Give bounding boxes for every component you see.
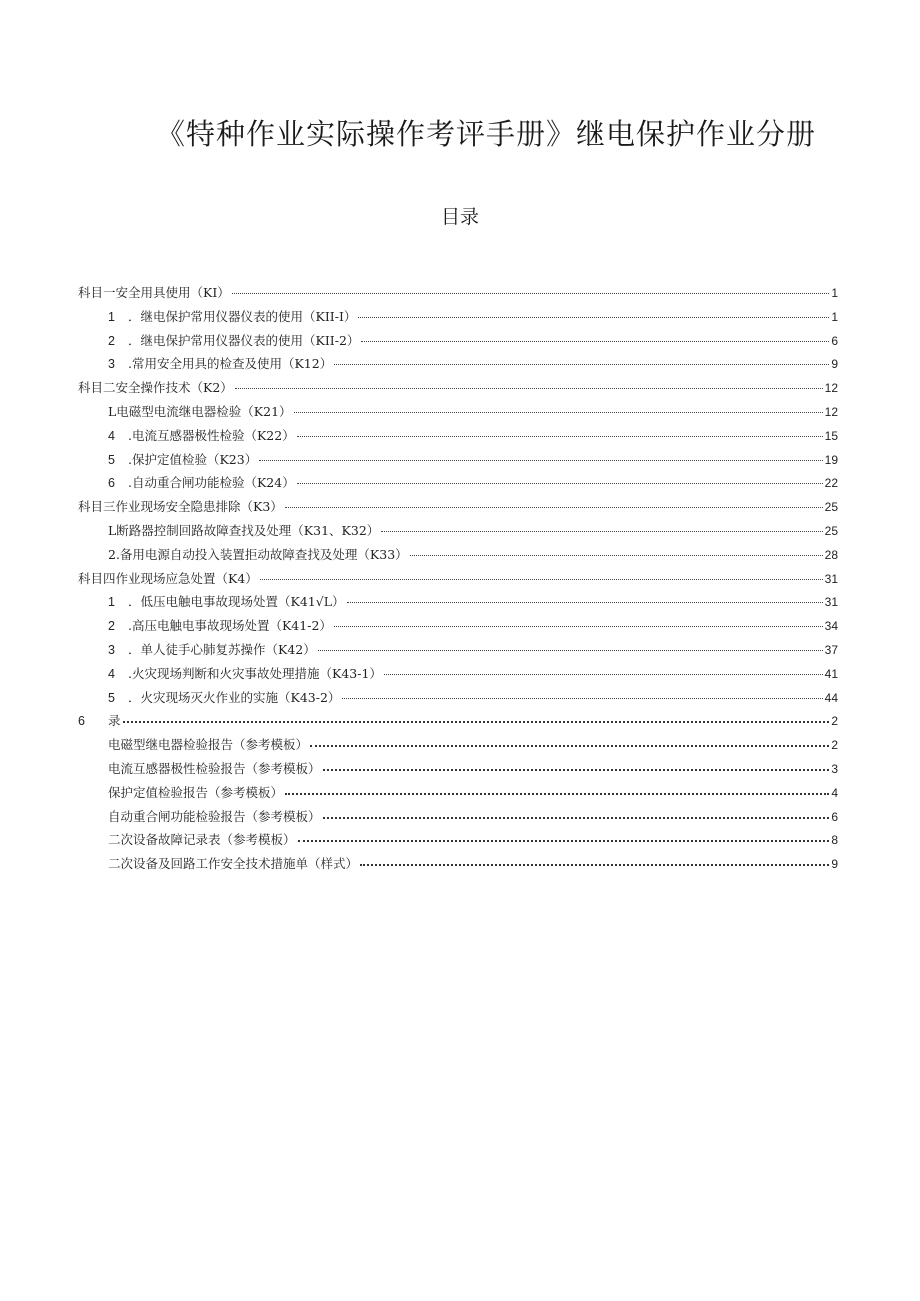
toc-dot-leader <box>347 601 823 603</box>
toc-dot-leader <box>410 554 823 556</box>
toc-entry-page: 22 <box>824 476 838 491</box>
toc-entry-page: 9 <box>831 857 838 872</box>
toc-dot-leader <box>360 863 829 866</box>
toc-entry-page: 6 <box>831 809 838 824</box>
toc-entry-number: 1 <box>108 595 115 610</box>
toc-entry-appendix-relay-report[interactable] <box>78 733 838 757</box>
toc-entry-label: 保护定值检验报告（参考模板） <box>108 784 284 800</box>
toc-dot-leader <box>259 459 822 461</box>
toc-entry-k11-1[interactable] <box>78 305 838 329</box>
toc-entry-k21[interactable] <box>78 400 838 424</box>
toc-entry-k11-2[interactable] <box>78 329 838 353</box>
toc-dot-leader <box>285 506 823 508</box>
toc-entry-number: 5 <box>108 690 115 705</box>
toc-entry-k43-2[interactable] <box>78 686 838 710</box>
toc-entry-appendix-setting-report[interactable] <box>78 781 838 805</box>
toc-entry-number: 5 <box>108 452 115 467</box>
toc-dot-leader <box>358 316 829 318</box>
toc-entry-number: 3 <box>108 642 115 657</box>
toc-dot-leader <box>342 697 822 699</box>
toc-entry-label: .自动重合闸功能检验（K24） <box>128 475 295 491</box>
toc-entry-label: 录 <box>108 713 121 729</box>
toc-heading: 目录 <box>440 206 479 228</box>
toc-entry-k41-1[interactable] <box>78 590 838 614</box>
toc-entry-label: .常用安全用具的检查及使用（K12） <box>128 356 333 372</box>
toc-entry-label: ．火灾现场灭火作业的实施（K43-2） <box>128 689 341 705</box>
toc-dot-leader <box>123 720 830 723</box>
toc-entry-page: 2 <box>831 714 838 729</box>
toc-entry-subject-3[interactable] <box>78 495 838 519</box>
toc-entry-k12[interactable] <box>78 352 838 376</box>
toc-dot-leader <box>334 363 829 365</box>
toc-entry-label: .火灾现场判断和火灾事故处理措施（K43-1） <box>128 665 382 681</box>
toc-entry-number: 6 <box>108 476 115 491</box>
toc-entry-subject-1[interactable] <box>78 281 838 305</box>
toc-entry-page: 12 <box>824 404 838 419</box>
toc-entry-k42[interactable] <box>78 638 838 662</box>
toc-entry-page: 34 <box>824 619 838 634</box>
toc-entry-label: ．继电保护常用仪器仪表的使用（KII-I） <box>128 308 357 324</box>
toc-entry-subject-2[interactable] <box>78 376 838 400</box>
toc-dot-leader <box>297 435 823 437</box>
toc-entry-number: 4 <box>108 428 115 443</box>
toc-dot-leader <box>310 744 829 747</box>
toc-entry-label: ．低压电触电事故现场处置（K41√L） <box>128 594 345 610</box>
toc-entry-label: L电磁型电流继电器检验（K21） <box>108 403 292 419</box>
toc-entry-page: 12 <box>824 381 838 396</box>
toc-dot-leader <box>232 292 830 294</box>
toc-entry-label: ．继电保护常用仪器仪表的使用（KII-2） <box>128 332 360 348</box>
toc-entry-label: 二次设备及回路工作安全技术措施单（样式） <box>108 856 359 872</box>
toc-entry-label: 电流互感器极性检验报告（参考模板） <box>108 760 321 776</box>
toc-entry-label: 二次设备故障记录表（参考模板） <box>108 832 296 848</box>
toc-entry-appendix-reclose-report[interactable] <box>78 805 838 829</box>
toc-entry-number: 1 <box>108 309 115 324</box>
document-title: 《特种作业实际操作考评手册》继电保护作业分册 <box>155 117 816 151</box>
toc-entry-number: 4 <box>108 666 115 681</box>
toc-entry-page: 44 <box>824 690 838 705</box>
toc-entry-k41-2[interactable] <box>78 614 838 638</box>
toc-dot-leader <box>298 839 830 842</box>
toc-entry-appendix[interactable] <box>78 709 838 733</box>
toc-entry-appendix-fault-record[interactable] <box>78 828 838 852</box>
toc-dot-leader <box>285 792 829 795</box>
toc-entry-label: .保护定值检验（K23） <box>128 451 258 467</box>
toc-entry-number: 3 <box>108 357 115 372</box>
toc-entry-page: 31 <box>824 571 838 586</box>
toc-entry-label: 2.备用电源自动投入装置拒动故障查找及处理（K33） <box>108 546 408 562</box>
toc-dot-leader <box>334 625 823 627</box>
toc-entry-page: 3 <box>831 761 838 776</box>
toc-entry-number: 2 <box>108 333 115 348</box>
toc-entry-label: 电磁型继电器检验报告（参考模板） <box>108 737 309 753</box>
toc-dot-leader <box>381 530 822 532</box>
toc-entry-page: 19 <box>824 452 838 467</box>
toc-entry-page: 6 <box>831 333 838 348</box>
toc-entry-label: .高压电触电事故现场处置（K41-2） <box>128 618 332 634</box>
toc-entry-k43-1[interactable] <box>78 662 838 686</box>
toc-entry-appendix-ct-report[interactable] <box>78 757 838 781</box>
toc-entry-page: 1 <box>831 286 838 300</box>
toc-entry-k33[interactable] <box>78 543 838 567</box>
toc-entry-label: 自动重合闸功能检验报告（参考模板） <box>108 808 321 824</box>
toc-dot-leader <box>260 578 823 580</box>
toc-entry-label: 科目二安全操作技术（K2） <box>78 380 233 396</box>
table-of-contents <box>78 281 838 876</box>
toc-entry-label: .电流互感器极性检验（K22） <box>128 427 295 443</box>
toc-entry-page: 41 <box>824 666 838 681</box>
toc-entry-appendix-safety-sheet[interactable] <box>78 852 838 876</box>
toc-entry-number: 2 <box>108 619 115 634</box>
toc-entry-label: L断路器控制回路故障查找及处理（K31、K32） <box>108 522 380 538</box>
toc-entry-page: 15 <box>824 428 838 443</box>
toc-dot-leader <box>323 768 830 771</box>
toc-dot-leader <box>361 340 829 342</box>
toc-entry-label: ．单人徒手心肺复苏操作（K42） <box>128 641 316 657</box>
toc-dot-leader <box>297 482 823 484</box>
toc-dot-leader <box>294 411 823 413</box>
toc-entry-page: 28 <box>824 547 838 562</box>
toc-entry-page: 4 <box>831 785 838 800</box>
toc-entry-label: 科目三作业现场安全隐患排除（K3） <box>78 499 283 515</box>
toc-entry-subject-4[interactable] <box>78 567 838 591</box>
toc-entry-page: 25 <box>824 523 838 538</box>
toc-entry-page: 25 <box>824 500 838 515</box>
toc-entry-page: 37 <box>824 642 838 657</box>
toc-entry-page: 9 <box>831 357 838 372</box>
toc-entry-label: 科目四作业现场应急处置（K4） <box>78 570 258 586</box>
toc-entry-label: 科目一安全用具使用（KI） <box>78 285 230 300</box>
toc-entry-k23[interactable] <box>78 448 838 472</box>
toc-entry-k24[interactable] <box>78 471 838 495</box>
toc-entry-page: 8 <box>831 833 838 848</box>
toc-dot-leader <box>318 649 823 651</box>
toc-entry-number: 6 <box>78 714 85 729</box>
toc-dot-leader <box>384 673 823 675</box>
toc-dot-leader <box>235 387 823 389</box>
toc-entry-page: 31 <box>824 595 838 610</box>
toc-entry-k22[interactable] <box>78 424 838 448</box>
toc-dot-leader <box>323 816 830 819</box>
toc-entry-page: 2 <box>831 738 838 753</box>
toc-entry-page: 1 <box>831 309 838 324</box>
toc-entry-k31-k32[interactable] <box>78 519 838 543</box>
